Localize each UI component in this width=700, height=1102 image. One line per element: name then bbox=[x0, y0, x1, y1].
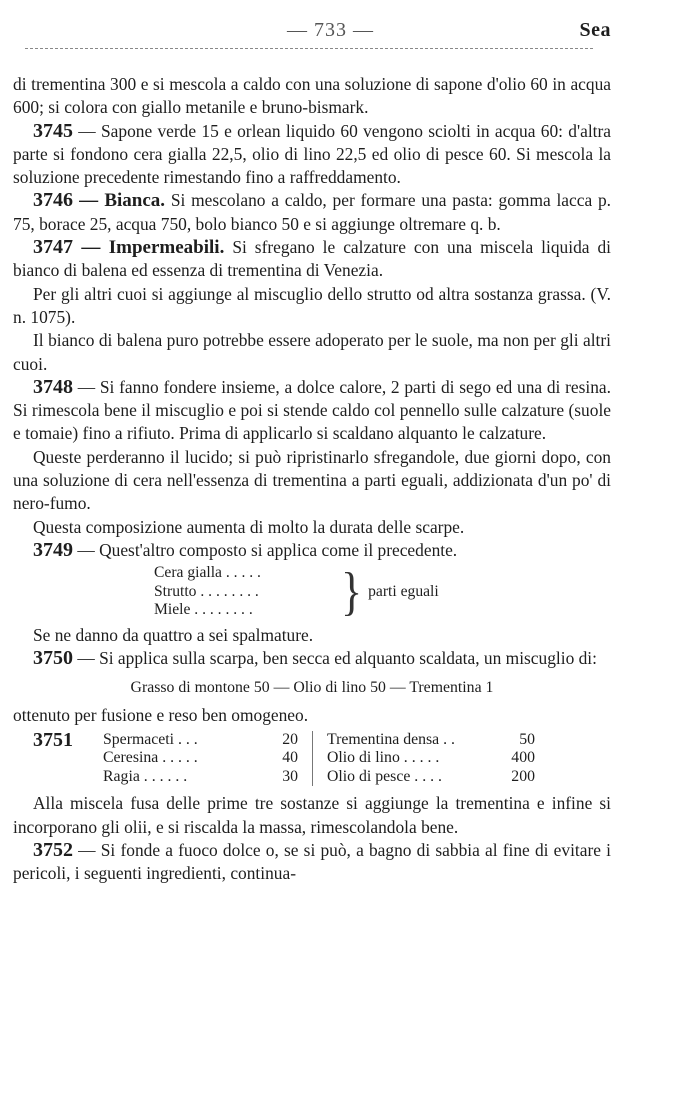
book-page bbox=[13, 0, 612, 884]
ingredient-amount: 30 bbox=[282, 767, 298, 785]
entry-3747-para-2: Per gli altri cuoi si aggiunge al miscuglio dello strutto od altra sostanza grassa. (V. n. 1075). bbox=[13, 283, 611, 327]
entry-title: — Impermeabili. bbox=[73, 237, 225, 259]
paragraph-continuation: di trementina 300 e si mescola a caldo con una soluzione di sapone d'olio 60 in acqua 600; si colora con giallo metanile e bruno-bismark. bbox=[13, 74, 611, 118]
formula-3750: Grasso di montone 50 — Olio di lino 50 — Trementina 1 bbox=[130, 679, 494, 697]
entry-number: 3750 bbox=[33, 647, 73, 670]
ingredient-amount: 40 bbox=[282, 749, 298, 767]
entry-3747-para-3: Il bianco di balena puro potrebbe essere adoperato per le suole, ma non per gli altri cuoi. bbox=[13, 330, 611, 374]
entry-3750-after: ottenuto per fusione e reso ben omogeneo. bbox=[13, 704, 309, 725]
entry-3751-after: Alla miscela fusa delle prime tre sostanze si aggiunge la trementina e infine si incorporano gli olii, e si riscalda la massa, rimescolandola bene. bbox=[13, 793, 611, 837]
entry-3749-after: Se ne danno da quattro a sei spalmature. bbox=[33, 624, 314, 645]
recipe-3749 bbox=[154, 561, 611, 621]
entry-text: — Sapone verde 15 e orlean liquido 60 vengono sciolti in acqua 60: d'altra parte si fondono cera gialla 22,5, olio di lino 22,5 ed olio di pesce 60. Si mescola la soluzione precedente rimestando fino a raffreddamento. bbox=[13, 120, 611, 188]
entry-3748 bbox=[13, 376, 611, 446]
header-rule bbox=[25, 48, 593, 49]
recipe-item: Miele . . . . . . . . bbox=[154, 601, 253, 619]
page-number: — 733 — bbox=[287, 19, 374, 41]
table-row bbox=[103, 768, 535, 787]
entry-text: Si mescolano a caldo, per formare una pasta: gomma lacca p. 75, borace 25, acqua 750, bolo bianco 50 e si aggiunge oltremare q. b. bbox=[13, 190, 612, 234]
ingredient-amount: 20 bbox=[282, 730, 298, 748]
entry-3747 bbox=[13, 236, 611, 283]
entry-3750 bbox=[13, 647, 611, 670]
entry-3746 bbox=[13, 189, 611, 236]
right-brace: } bbox=[341, 561, 363, 621]
ingredient-name: Olio di lino . . . . . bbox=[313, 749, 488, 768]
ingredient-name: Olio di pesce . . . . bbox=[313, 768, 488, 787]
recipe-item: Strutto . . . . . . . . bbox=[154, 582, 259, 600]
entry-number: 3748 bbox=[33, 375, 73, 398]
ingredient-name: Ragia . . . . . . bbox=[103, 767, 188, 785]
entry-number: 3752 bbox=[33, 839, 73, 862]
page-header bbox=[13, 0, 611, 50]
entry-text: — Si fanno fondere insieme, a dolce calore, 2 parti di sego ed una di resina. Si rimescola bene il miscuglio e poi si stende caldo col pennello sulle calzature (suole e tomaie) fino a rifiuto. Prima di applicarlo si scaldano alquanto le calzature. bbox=[13, 376, 611, 444]
entry-text: — Quest'altro composto si applica come il precedente. bbox=[73, 539, 458, 560]
entry-number: 3749 bbox=[33, 538, 73, 561]
ingredient-amount: 400 bbox=[511, 749, 535, 767]
body-text bbox=[13, 73, 611, 886]
ingredient-amount: 200 bbox=[511, 767, 535, 785]
recipe-item: Cera gialla . . . . . bbox=[154, 564, 261, 582]
ingredient-name: Trementina densa . . bbox=[313, 731, 488, 750]
entry-title: — Bianca. bbox=[73, 190, 166, 212]
entry-3745 bbox=[13, 120, 611, 190]
recipe-items bbox=[154, 564, 339, 620]
ingredient-name: Spermaceti . . . bbox=[103, 730, 198, 748]
table-row bbox=[103, 749, 535, 768]
table-row bbox=[103, 731, 535, 750]
entry-3751 bbox=[13, 729, 611, 787]
entry-text: Si sfregano le calzature con una miscela liquida di bianco di balena ed essenza di trementina di Venezia. bbox=[13, 237, 611, 281]
entry-3752 bbox=[13, 839, 611, 886]
ingredient-name: Ceresina . . . . . bbox=[103, 749, 198, 767]
entry-number: 3751 bbox=[33, 728, 73, 751]
entry-3748-para-2: Queste perderanno il lucido; si può ripristinarlo sfregandole, due giorni dopo, con una soluzione di cera nell'essenza di trementina a parti eguali, addizionata d'un po' di nero-fumo. bbox=[13, 446, 611, 514]
ingredients-table bbox=[103, 731, 535, 787]
running-title: Sea bbox=[579, 19, 611, 41]
entry-text: — Si fonde a fuoco dolce o, se si può, a bagno di sabbia al fine di evitare i pericoli, i seguenti ingredienti, continua- bbox=[13, 840, 611, 884]
entry-text: — Si applica sulla scarpa, ben secca ed alquanto scaldata, un miscuglio di: bbox=[73, 648, 597, 669]
entry-number: 3746 bbox=[33, 189, 73, 212]
entry-3748-para-3: Questa composizione aumenta di molto la durata delle scarpe. bbox=[33, 516, 465, 537]
entry-number: 3745 bbox=[33, 119, 73, 142]
entry-3749 bbox=[13, 539, 611, 562]
ingredient-amount: 50 bbox=[519, 730, 535, 748]
entry-number: 3747 bbox=[33, 236, 73, 259]
recipe-note: parti eguali bbox=[368, 582, 439, 600]
